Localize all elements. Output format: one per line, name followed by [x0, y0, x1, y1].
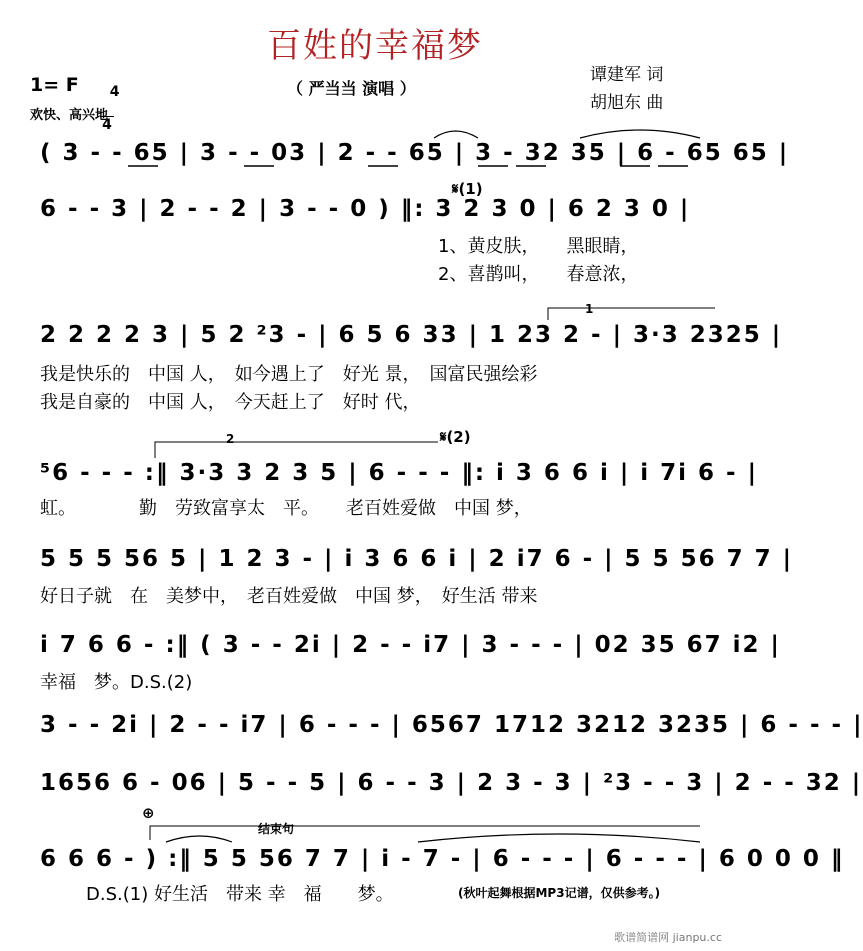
volta-2-label: 2 — [226, 432, 235, 446]
lyrics-line-2a: 1、黄皮肤， 黑眼睛， — [438, 236, 639, 257]
score-line-7: 3 - - 2i | 2 - - i7 | 6 - - - | 6567 1712 3212 3235 | 6 - - - | — [40, 712, 863, 738]
song-title: 百姓的幸福梦 — [267, 26, 483, 66]
score-line-5: 5 5 5 56 5 | 1 2 3 - | i 3 6 6 i | 2 i7 6 - | 5 5 56 7 7 | — [40, 546, 794, 572]
time-signature-top: 4 — [109, 84, 120, 100]
lyricist-credit: 谭建军 词 — [590, 65, 664, 85]
volta-1-label: 1 — [585, 302, 594, 316]
score-line-6: i 7 6 6 - :‖ ( 3 - - 2i | 2 - - i7 | 3 - - - | 02 35 67 i2 | — [40, 632, 781, 658]
lyrics-line-6: 幸福 梦。D.S.(2) — [40, 672, 193, 693]
composer-credit: 胡旭东 曲 — [590, 93, 664, 113]
score-line-2: 6 - - 3 | 2 - - 2 | 3 - - 0 ) ‖: 3 2 3 0 | 6 2 3 0 | — [40, 196, 691, 222]
coda-label: 结束句 — [258, 822, 295, 836]
coda-icon: ⊕ — [142, 804, 155, 822]
score-line-4: ⁵6 - - - :‖ 3·3 3 2 3 5 | 6 - - - ‖: i 3 6 6 i | i 7i 6 - | — [40, 460, 758, 486]
lyrics-line-3a: 我是快乐的 中国 人， 如今遇上了 好光 景， 国富民强绘彩 — [40, 364, 538, 385]
score-line-3: 2 2 2 2 3 | 5 2 ²3 - | 6 5 6 33 | 1 23 2 - | 3·3 2325 | — [40, 322, 783, 348]
slur — [166, 836, 232, 842]
performer-credit: （ 严当当 演唱 ） — [287, 79, 416, 98]
lyrics-line-9: D.S.(1) 好生活 带来 幸 福 梦。 — [86, 884, 394, 905]
score-line-8: 1656 6 - 06 | 5 - - 5 | 6 - - 3 | 2 3 - 3 | ²3 - - 3 | 2 - - 32 | — [40, 770, 863, 796]
footnote: (秋叶起舞根据MP3记谱，仅供参考。) — [458, 886, 661, 900]
tempo-marking: 欢快、高兴地 — [30, 108, 109, 123]
slur — [418, 834, 700, 842]
score-line-1: ( 3 - - 65 | 3 - - 03 | 2 - - 65 | 3 - 32 35 | 6 - 65 65 | — [40, 140, 790, 166]
slur — [434, 131, 478, 138]
coda-bracket — [150, 826, 700, 840]
volta-1-bracket — [548, 308, 715, 320]
segno-mark-2: 𝄋(2) — [440, 428, 471, 446]
volta-2-bracket — [155, 442, 438, 458]
lyrics-line-4: 虹。 勤 劳致富享太 平。 老百姓爱做 中国 梦， — [40, 498, 532, 519]
slur — [580, 130, 700, 138]
score-line-9: 6 6 6 - ) :‖ 5 5 56 7 7 | i - 7 - | 6 - - - | 6 - - - | 6 0 0 0 ‖ — [40, 846, 845, 872]
segno-mark-1: 𝄋(1) — [452, 180, 483, 198]
watermark: 歌谱简谱网 jianpu.cc — [614, 931, 722, 944]
time-signature-bottom: 4 — [100, 116, 114, 133]
lyrics-line-2b: 2、喜鹊叫， 春意浓， — [438, 264, 639, 285]
lyrics-line-3b: 我是自豪的 中国 人， 今天赶上了 好时 代， — [40, 392, 421, 413]
key-signature: 1= F — [30, 74, 79, 96]
lyrics-line-5: 好日子就 在 美梦中， 老百姓爱做 中国 梦， 好生活 带来 — [40, 586, 538, 607]
